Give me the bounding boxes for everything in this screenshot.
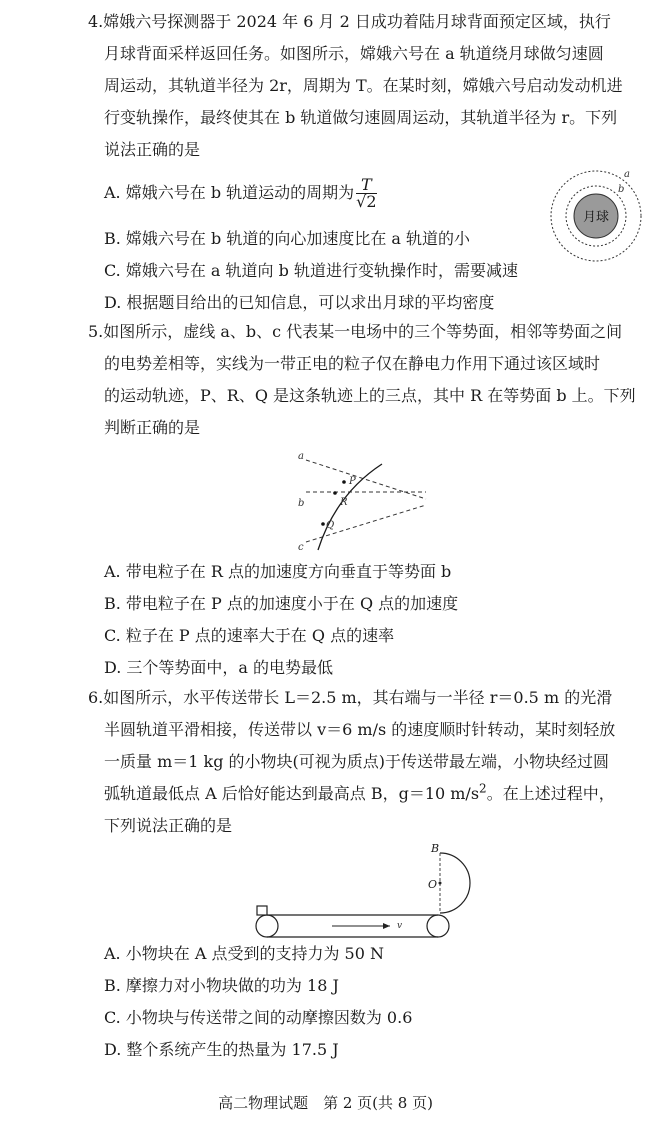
label-a: a <box>298 451 304 462</box>
q5-field-figure <box>292 446 432 556</box>
q4-option-a <box>104 176 377 210</box>
label-o-center: O <box>428 878 438 891</box>
label-c: c <box>298 542 304 553</box>
left-pulley <box>256 915 278 937</box>
q5-option-a: A. 带电粒子在 R 点的加速度方向垂直于等势面 b <box>104 562 452 581</box>
label-p: P <box>349 476 356 487</box>
q6-superscript-2: 2 <box>479 781 487 796</box>
q6-stem-line-4 <box>104 781 615 804</box>
semicircle-track <box>440 853 470 913</box>
moon-label: 月球 <box>582 210 610 225</box>
q4-stem-line-1: 4.嫦娥六号探测器于 2024 年 6 月 2 日成功着陆月球背面预定区域，执行 <box>88 12 611 31</box>
q5-stem-line-1: 5.如图所示，虚线 a、b、c 代表某一电场中的三个等势面，相邻等势面之间 <box>88 322 623 341</box>
q6-stem-line-3: 一质量 m＝1 kg 的小物块(可视为质点)于传送带最左端，小物块经过圆 <box>104 752 610 771</box>
q4-option-c: C. 嫦娥六号在 a 轨道向 b 轨道进行变轨操作时，需要减速 <box>104 261 518 280</box>
q4-stem-line-4: 行变轨操作，最终使其在 b 轨道做匀速圆周运动，其轨道半径为 r。下列 <box>104 108 618 127</box>
q5-option-d: D. 三个等势面中，a 的电势最低 <box>104 658 334 677</box>
label-r: R <box>340 497 348 508</box>
q5-stem-line-3: 的运动轨迹，P、R、Q 是这条轨迹上的三点，其中 R 在等势面 b 上。下列 <box>104 386 636 405</box>
velocity-label: v <box>397 921 403 931</box>
q6-stem-line-2: 半圆轨道平滑相接，传送带以 v＝6 m/s 的速度顺时针转动，某时刻轻放 <box>104 720 616 739</box>
q6-option-d: D. 整个系统产生的热量为 17.5 J <box>104 1040 339 1059</box>
q6-option-a: A. 小物块在 A 点受到的支持力为 50 N <box>104 944 384 963</box>
point-r-dot <box>333 491 337 495</box>
q5-option-b: B. 带电粒子在 P 点的加速度小于在 Q 点的加速度 <box>104 594 459 613</box>
q6-option-b: B. 摩擦力对小物块做的功为 18 J <box>104 976 339 995</box>
q4-stem-line-2: 月球背面采样返回任务。如图所示，嫦娥六号在 a 轨道绕月球做匀速圆 <box>104 44 604 63</box>
q6-option-c: C. 小物块与传送带之间的动摩擦因数为 0.6 <box>104 1008 413 1027</box>
point-p-dot <box>342 480 346 484</box>
page-footer: 高二物理试题 第 2 页(共 8 页) <box>218 1094 433 1112</box>
q6-stem-line-4-tail: 。在上述过程中， <box>486 784 615 803</box>
orbit-b-label: b <box>618 184 625 195</box>
point-q-dot <box>321 522 325 526</box>
q6-stem-line-5: 下列说法正确的是 <box>104 816 233 835</box>
velocity-arrowhead <box>383 923 390 929</box>
q4-orbit-figure <box>548 168 644 264</box>
equipotential-a <box>306 460 426 499</box>
q4-frac-numerator: T <box>356 177 376 194</box>
q4-option-a-text: A. 嫦娥六号在 b 轨道运动的周期为 <box>104 183 355 202</box>
orbit-a-label: a <box>624 169 630 180</box>
center-o-dot <box>439 882 442 885</box>
q4-option-b: B. 嫦娥六号在 b 轨道的向心加速度比在 a 轨道的小 <box>104 229 471 248</box>
q4-stem-line-3: 周运动，其轨道半径为 2r，周期为 T。在某时刻，嫦娥六号启动发动机进 <box>104 76 623 95</box>
q4-stem-line-5: 说法正确的是 <box>104 140 201 159</box>
q4-option-d: D. 根据题目给出的已知信息，可以求出月球的平均密度 <box>104 293 495 312</box>
q5-stem-line-2: 的电势差相等，实线为一带正电的粒子仅在静电力作用下通过该区域时 <box>104 354 601 373</box>
label-b-top: B <box>431 842 440 855</box>
right-pulley <box>427 915 449 937</box>
label-q: Q <box>326 520 335 531</box>
q6-conveyor-figure <box>250 838 480 940</box>
q6-stem-line-1: 6.如图所示，水平传送带长 L＝2.5 m，其右端与一半径 r＝0.5 m 的光滑 <box>88 688 613 707</box>
small-block <box>257 906 267 915</box>
q5-stem-line-4: 判断正确的是 <box>104 418 201 437</box>
q5-option-c: C. 粒子在 P 点的速率大于在 Q 点的速率 <box>104 626 395 645</box>
label-b: b <box>298 498 305 509</box>
q4-option-a-fraction <box>356 177 376 210</box>
q6-stem-line-4-text: 弧轨道最低点 A 后恰好能达到最高点 B，g＝10 m/s <box>104 784 480 803</box>
q4-frac-denominator: √2 <box>356 192 377 211</box>
